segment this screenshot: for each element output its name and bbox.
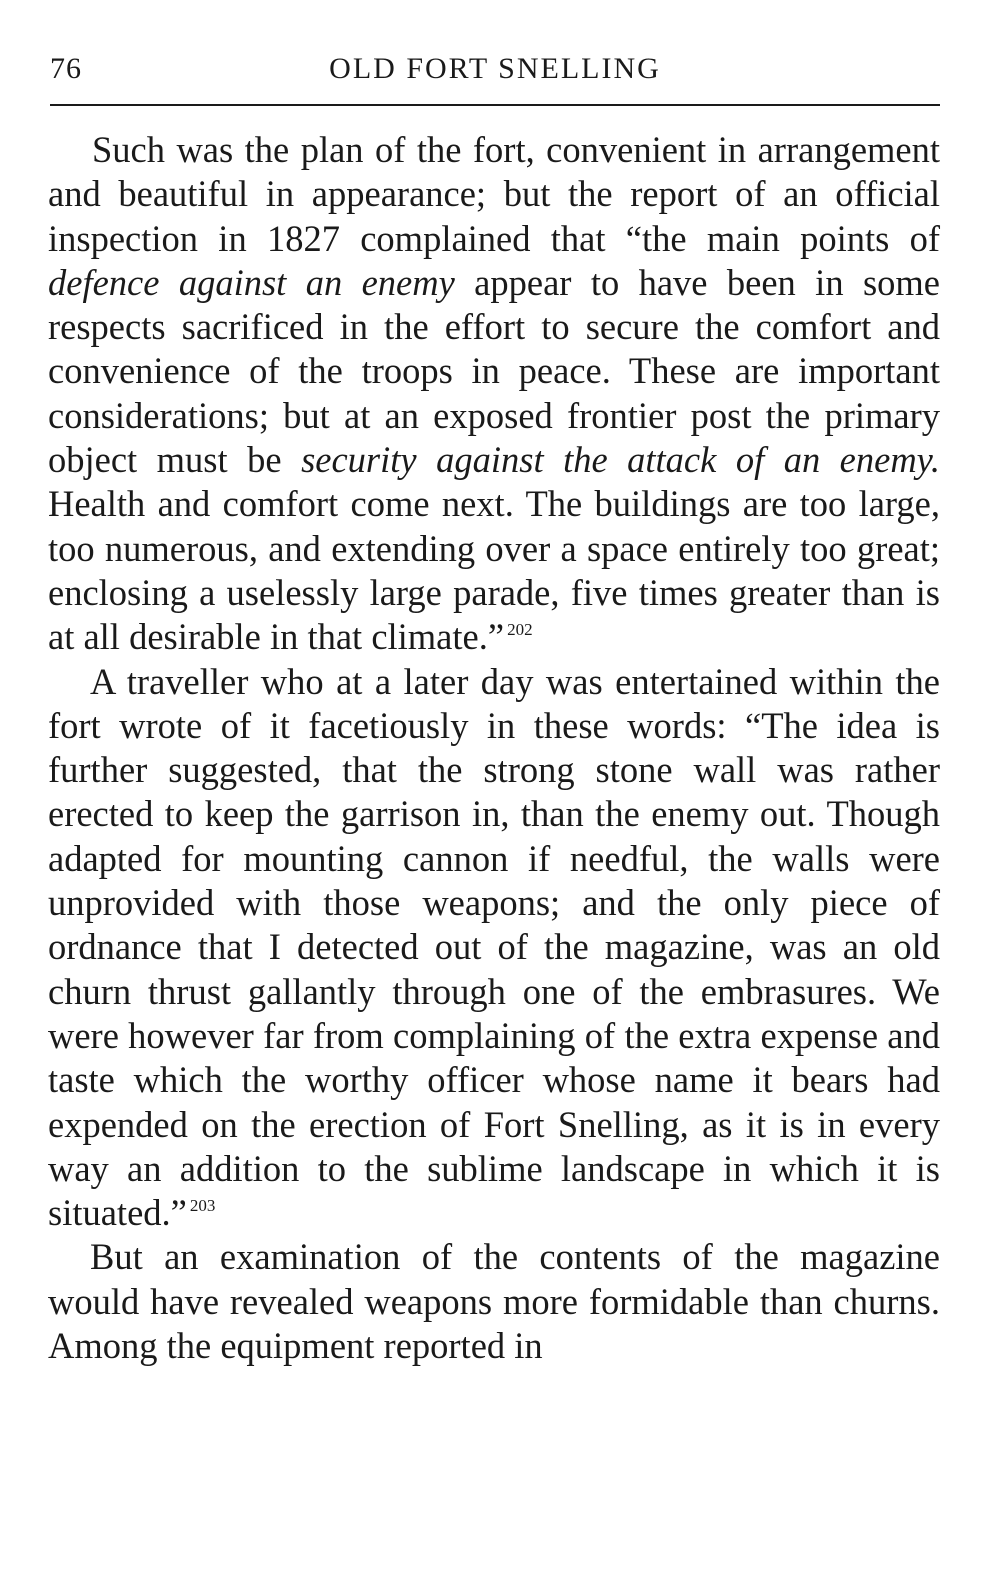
header-rule <box>50 104 940 106</box>
running-head <box>50 52 940 96</box>
paragraph-1-italic-2: security against the attack of an enemy. <box>301 439 940 481</box>
footnote-ref-203: 203 <box>189 1196 216 1216</box>
body-text <box>48 128 940 1368</box>
paragraph-1 <box>48 128 940 660</box>
paragraph-1-italic-1: defence against an enemy <box>48 261 455 303</box>
paragraph-1-text-b: appear to have been in some respects sacrificed in the effort to secure the comfort and convenience of the troops in peace. These are important considerations; but at an exposed frontier post the primary object must be <box>48 261 940 481</box>
running-title: OLD FORT SNELLING <box>329 52 661 85</box>
footnote-ref-202: 202 <box>507 620 533 640</box>
paragraph-2 <box>48 660 940 1236</box>
paragraph-1-text-c: Health and comfort come next. The buildings are too large, too numerous, and extending over a space entirely too great; enclosing a uselessly large parade, five times greater than is at all desirable in that climate.” <box>48 483 940 658</box>
paragraph-2-text: A traveller who at a later day was entertained within the fort wrote of it facetiously in these words: “The idea is further suggested, that the strong stone wall was rather erected to keep the garrison in, than the enemy out. Though adapted for mounting cannon if needful, the walls were unprovided with those weapons; and the only piece of ordnance that I detected out of the magazine, was an old churn thrust gallantly through one of the embrasures. We were however far from complaining of the extra expense and taste which the worthy officer whose name it bears had expended on the erection of Fort Snelling, as it is in every way an addition to the sublime landscape in which it is situated.” <box>48 660 940 1234</box>
paragraph-3-text: But an examination of the contents of the magazine would have revealed weapons more formidable than churns. Among the equipment reported in <box>48 1236 940 1367</box>
paragraph-3 <box>48 1235 940 1368</box>
page-number: 76 <box>50 52 82 85</box>
paragraph-1-text-a: Such was the plan of the fort, convenient in arrangement and beautiful in appearance; but the report of an official inspection in 1827 complained that “the main points of <box>48 129 940 259</box>
